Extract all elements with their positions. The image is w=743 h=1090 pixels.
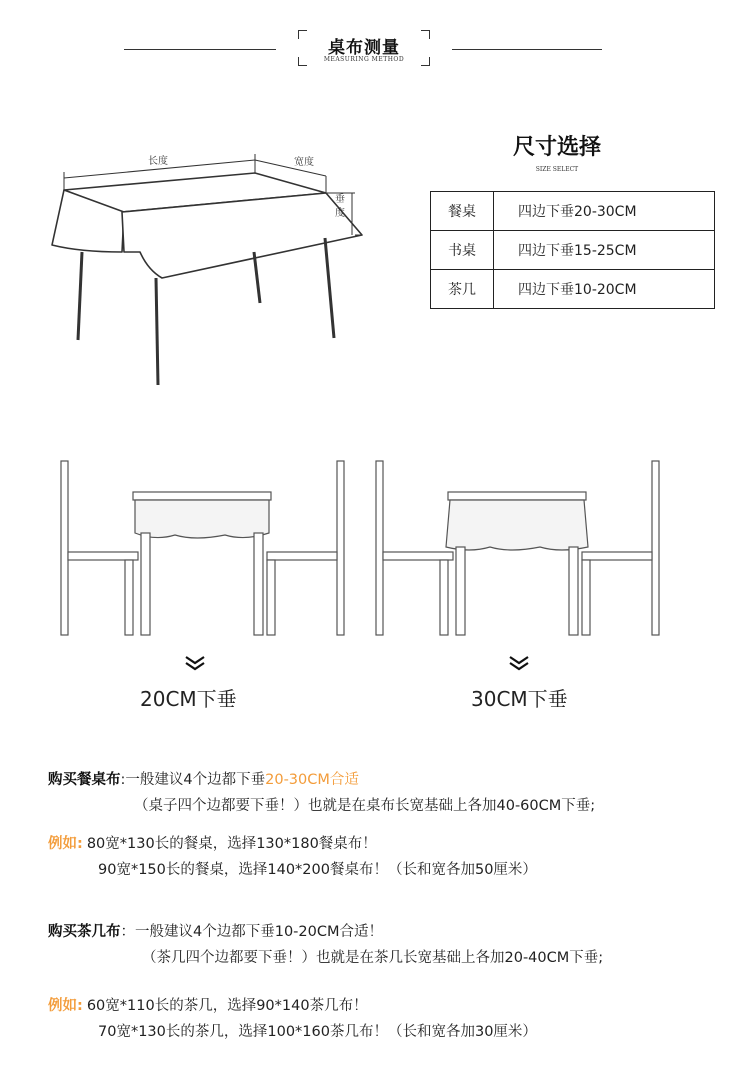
coffee-heading: 购买茶几布 [48,924,121,940]
dining-line-1 [48,768,359,789]
illustration-20cm [55,455,355,640]
chevron-down-icon [184,655,206,671]
table-row [431,192,715,231]
dining-example-2: 90宽*150长的餐桌，选择140*200餐桌布！（长和宽各加50厘米） [98,862,537,878]
furniture-type: 书桌 [431,231,494,270]
furniture-type: 餐桌 [431,192,494,231]
drop-range: 四边下垂20-30CM [494,192,715,231]
header-rule-right [452,49,602,50]
coffee-line-1 [48,920,383,941]
dining-line-2: （桌子四个边都要下垂！）也就是在桌布长宽基础上各加40-60CM下垂; [134,798,596,814]
table-row [431,231,715,270]
page-subtitle: MEASURING METHOD [323,56,405,63]
chevron-down-icon [508,655,530,671]
drop-30cm-label: 30CM下垂 [471,687,568,711]
coffee-example-1-text: 60宽*110长的茶几，选择90*140茶几布！ [86,998,368,1014]
dining-example-1 [48,832,377,853]
coffee-example-2: 70宽*130长的茶几，选择100*160茶几布！（长和宽各加30厘米） [98,1024,537,1040]
dining-example-1-text: 80宽*130长的餐桌，选择130*180餐桌布！ [86,836,377,852]
furniture-type: 茶几 [431,270,494,309]
size-select-subtitle: SIZE SELECT [535,166,579,173]
illustration-30cm [370,455,670,640]
table-diagram [40,140,380,390]
length-label: 长度 [148,156,168,167]
dining-highlight: 20-30CM合适 [265,772,359,788]
drop-range: 四边下垂10-20CM [494,270,715,309]
table-row [431,270,715,309]
section-title [298,30,430,66]
example-label: 例如: [48,836,83,852]
page-title: 桌布测量 [328,38,400,58]
dining-advice: :一般建议4个边都下垂 [120,772,266,788]
coffee-line-2: （茶几四个边都要下垂！）也就是在茶几长宽基础上各加20-40CM下垂; [142,950,604,966]
example-label: 例如: [48,998,83,1014]
drop-20cm-label: 20CM下垂 [140,687,237,711]
size-select-title: 尺寸选择 [512,134,601,160]
coffee-advice: ：一般建议4个边都下垂10-20CM合适！ [120,924,383,940]
header-rule-left [124,49,276,50]
drop-label-2: 度 [335,208,345,219]
coffee-example-1 [48,994,368,1015]
drop-label-1: 垂 [335,194,345,205]
size-table [430,191,715,309]
dining-heading: 购买餐桌布 [48,772,121,788]
drop-range: 四边下垂15-25CM [494,231,715,270]
width-label: 宽度 [294,157,314,168]
